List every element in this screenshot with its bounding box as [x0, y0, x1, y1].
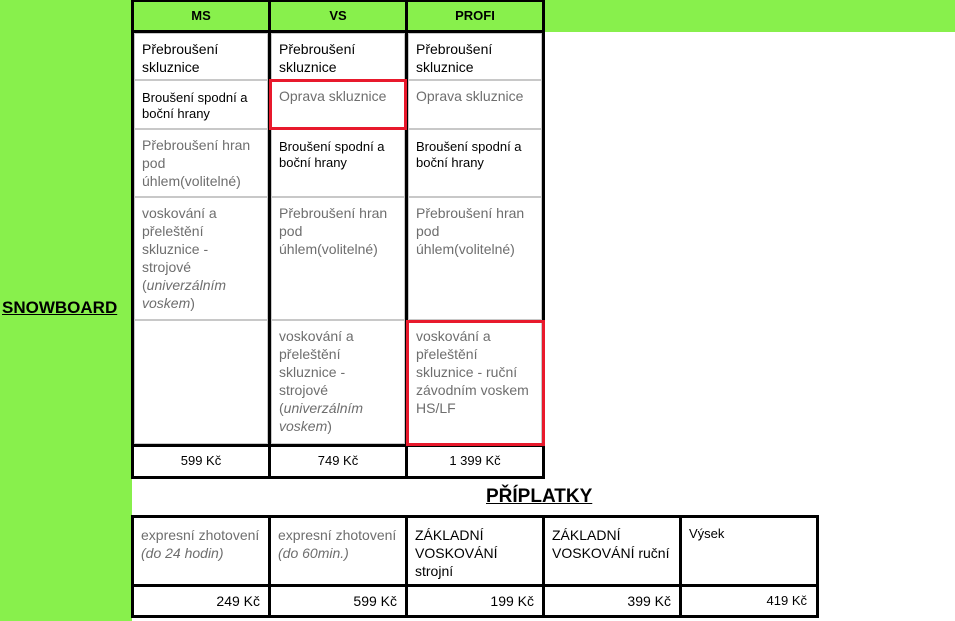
table-border: [131, 0, 134, 479]
surcharge-cell: [545, 518, 679, 584]
surcharge-label: ZÁKLADNÍ VOSKOVÁNÍ strojní: [415, 527, 498, 579]
cell-text: Broušení spodní a boční hrany: [279, 139, 385, 170]
surcharge-label: Výsek: [689, 526, 725, 541]
surcharge-cell: [271, 518, 405, 584]
price-profi: 1 399 Kč: [408, 447, 542, 476]
cell-text: Přebroušení hran pod úhlem(volitelné): [416, 205, 525, 257]
table-border: [131, 476, 545, 479]
cell-text: Oprava skluznice: [416, 88, 524, 104]
table-cell: [134, 320, 268, 444]
surcharge-border: [131, 515, 134, 618]
surcharge-cell: [682, 518, 816, 584]
surcharge-label: expresní zhotovení: [141, 527, 260, 543]
surcharge-border: [816, 515, 819, 618]
price-vs: 749 Kč: [271, 447, 405, 476]
snowboard-label: SNOWBOARD: [2, 298, 118, 317]
table-cell: [134, 80, 268, 129]
table-cell: voskování a přeleštění skluznice - strojové (univerzálním voskem): [134, 197, 268, 320]
surcharge-border: [131, 584, 819, 587]
table-cell: [408, 320, 542, 444]
header-ms: MS: [134, 2, 268, 30]
table-cell: [271, 33, 405, 80]
table-cell: [271, 80, 405, 129]
table-border: [268, 0, 271, 479]
table-cell: [271, 197, 405, 320]
cell-text: Přebroušení skluznice: [279, 41, 356, 75]
header-vs: VS: [271, 2, 405, 30]
surcharge-price: 399 Kč: [545, 587, 679, 615]
table-cell: [408, 129, 542, 197]
surcharge-cell: [408, 518, 542, 584]
table-border: [405, 0, 408, 479]
surcharge-border: [542, 515, 545, 618]
table-border: [131, 0, 545, 2]
cell-italic-text: univerzálním voskem: [142, 277, 227, 311]
cell-text: voskování a přeleštění skluznice - strojové: [279, 328, 354, 398]
surcharge-note: (do 60min.): [278, 545, 349, 561]
surcharge-border: [131, 615, 819, 618]
table-border: [131, 30, 545, 33]
cell-text: voskování a přeleštění skluznice - strojové: [142, 205, 217, 275]
table-border: [131, 444, 545, 447]
table-cell: voskování a přeleštění skluznice - strojové (univerzálním voskem): [271, 320, 405, 444]
cell-text: Přebroušení skluznice: [142, 41, 219, 75]
header-profi: PROFI: [408, 2, 542, 30]
table-cell: [408, 80, 542, 129]
table-cell: [134, 33, 268, 80]
cell-text: Přebroušení skluznice: [416, 41, 493, 75]
cell-italic-text: univerzálním voskem: [279, 400, 364, 434]
cell-text: Broušení spodní a boční hrany: [416, 139, 522, 170]
surcharge-price: 419 Kč: [682, 587, 816, 615]
table-border: [542, 0, 545, 479]
surcharge-price: 249 Kč: [134, 587, 268, 615]
table-cell: [271, 129, 405, 197]
surcharge-label: ZÁKLADNÍ VOSKOVÁNÍ ruční: [552, 527, 670, 561]
surcharges-title: PŘÍPLATKY: [486, 486, 593, 507]
cell-text: Přebroušení hran pod úhlem(volitelné): [142, 137, 251, 189]
cell-text: Přebroušení hran pod úhlem(volitelné): [279, 205, 388, 257]
surcharge-border: [405, 515, 408, 618]
surcharge-border: [131, 515, 819, 518]
surcharge-price: 199 Kč: [408, 587, 542, 615]
surcharge-border: [268, 515, 271, 618]
surcharge-note: (do 24 hodin): [141, 545, 224, 561]
surcharge-cell: [134, 518, 268, 584]
table-cell: [408, 33, 542, 80]
cell-text: Broušení spodní a boční hrany: [142, 90, 248, 121]
table-cell: [408, 197, 542, 320]
surcharge-border: [679, 515, 682, 618]
surcharge-price: 599 Kč: [271, 587, 405, 615]
cell-text: voskování a přeleštění skluznice - ruční závodním voskem HS/LF: [416, 328, 529, 416]
price-ms: 599 Kč: [134, 447, 268, 476]
surcharge-label: expresní zhotovení: [278, 527, 397, 543]
table-cell: [134, 129, 268, 197]
cell-text: Oprava skluznice: [279, 88, 387, 104]
